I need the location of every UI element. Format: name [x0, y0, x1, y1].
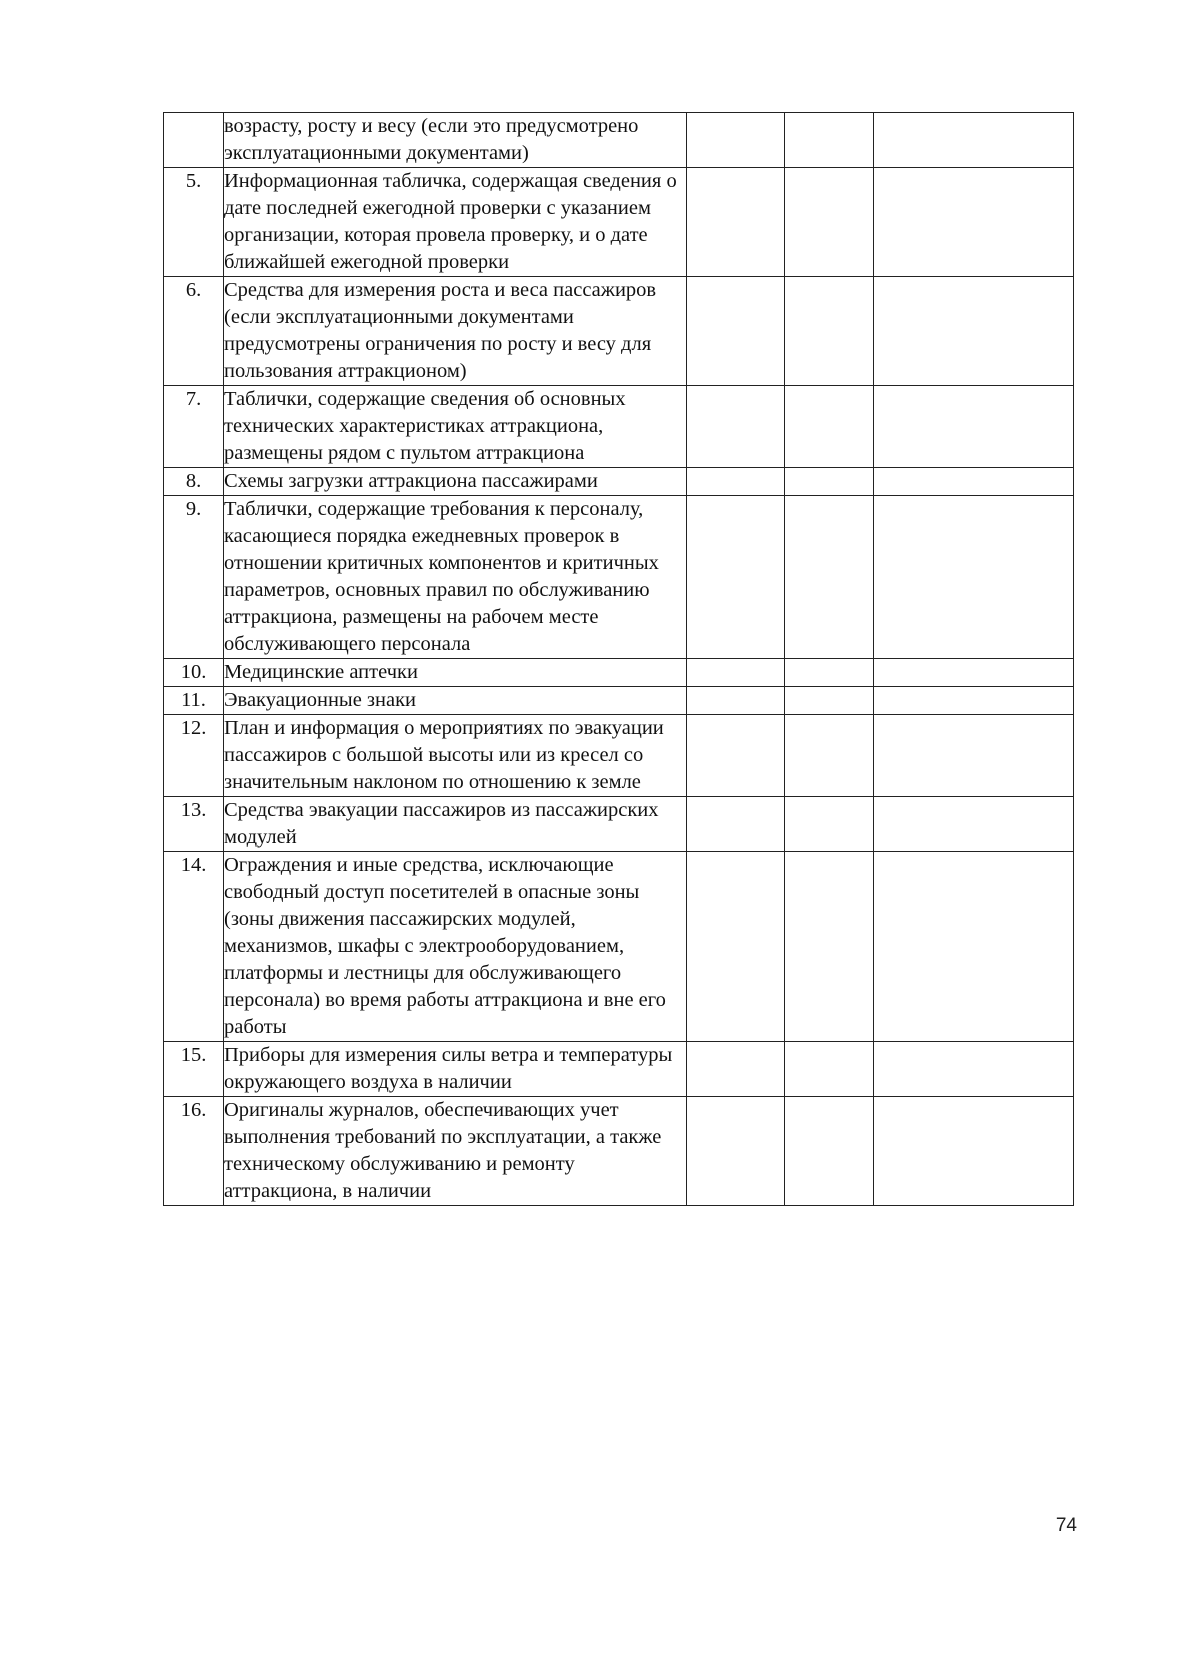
row-number [164, 113, 224, 168]
row-requirement: Медицинские аптечки [224, 659, 687, 687]
empty-cell [687, 1097, 785, 1206]
empty-cell [785, 659, 874, 687]
empty-cell [874, 687, 1074, 715]
empty-cell [785, 797, 874, 852]
table-row [164, 468, 1074, 496]
empty-cell [874, 715, 1074, 797]
row-requirement: Эвакуационные знаки [224, 687, 687, 715]
table-row [164, 496, 1074, 659]
row-requirement: Ограждения и иные средства, исключающие свободный доступ посетителей в опасные зоны (зоны движения пассажирских модулей, механизмов, шкафы с электрооборудованием, платформы и лестницы для обслуживающего персонала) во время работы аттракциона и вне его работы [224, 852, 687, 1042]
empty-cell [874, 168, 1074, 277]
row-requirement: возрасту, росту и весу (если это предусмотрено эксплуатационными документами) [224, 113, 687, 168]
row-requirement: Оригиналы журналов, обеспечивающих учет выполнения требований по эксплуатации, а также техническому обслуживанию и ремонту аттракциона, в наличии [224, 1097, 687, 1206]
empty-cell [785, 496, 874, 659]
empty-cell [874, 386, 1074, 468]
row-number: 12. [164, 715, 224, 797]
row-number: 15. [164, 1042, 224, 1097]
empty-cell [687, 277, 785, 386]
row-number: 10. [164, 659, 224, 687]
empty-cell [687, 659, 785, 687]
row-number: 16. [164, 1097, 224, 1206]
table-row [164, 687, 1074, 715]
empty-cell [874, 1097, 1074, 1206]
row-requirement: Средства эвакуации пассажиров из пассажирских модулей [224, 797, 687, 852]
row-number: 9. [164, 496, 224, 659]
table-row [164, 113, 1074, 168]
empty-cell [687, 468, 785, 496]
table-row [164, 715, 1074, 797]
table-row [164, 797, 1074, 852]
empty-cell [687, 852, 785, 1042]
row-number: 7. [164, 386, 224, 468]
empty-cell [687, 168, 785, 277]
empty-cell [874, 659, 1074, 687]
table-row [164, 1097, 1074, 1206]
empty-cell [874, 852, 1074, 1042]
row-number: 5. [164, 168, 224, 277]
row-requirement: Приборы для измерения силы ветра и температуры окружающего воздуха в наличии [224, 1042, 687, 1097]
empty-cell [687, 797, 785, 852]
empty-cell [687, 496, 785, 659]
empty-cell [785, 386, 874, 468]
empty-cell [785, 168, 874, 277]
row-number: 11. [164, 687, 224, 715]
table-row [164, 852, 1074, 1042]
empty-cell [874, 1042, 1074, 1097]
row-requirement: Средства для измерения роста и веса пассажиров (если эксплуатационными документами предусмотрены ограничения по росту и весу для пользования аттракционом) [224, 277, 687, 386]
empty-cell [785, 1097, 874, 1206]
page-number: 74 [1055, 1515, 1077, 1536]
table-row [164, 168, 1074, 277]
empty-cell [785, 687, 874, 715]
empty-cell [687, 687, 785, 715]
empty-cell [874, 496, 1074, 659]
table-row [164, 386, 1074, 468]
row-requirement: Таблички, содержащие сведения об основных технических характеристиках аттракциона, размещены рядом с пультом аттракциона [224, 386, 687, 468]
empty-cell [874, 277, 1074, 386]
empty-cell [785, 113, 874, 168]
row-requirement: Таблички, содержащие требования к персоналу, касающиеся порядка ежедневных проверок в отношении критичных компонентов и критичных параметров, основных правил по обслуживанию аттракциона, размещены на рабочем месте обслуживающего персонала [224, 496, 687, 659]
inspection-checklist-table [163, 112, 1074, 1206]
empty-cell [874, 468, 1074, 496]
empty-cell [785, 468, 874, 496]
row-number: 14. [164, 852, 224, 1042]
empty-cell [874, 797, 1074, 852]
empty-cell [785, 715, 874, 797]
empty-cell [687, 386, 785, 468]
row-number: 13. [164, 797, 224, 852]
table-row [164, 277, 1074, 386]
empty-cell [874, 113, 1074, 168]
empty-cell [785, 852, 874, 1042]
row-requirement: План и информация о мероприятиях по эвакуации пассажиров с большой высоты или из кресел со значительным наклоном по отношению к земле [224, 715, 687, 797]
empty-cell [785, 1042, 874, 1097]
empty-cell [687, 715, 785, 797]
row-requirement: Схемы загрузки аттракциона пассажирами [224, 468, 687, 496]
row-number: 6. [164, 277, 224, 386]
empty-cell [785, 277, 874, 386]
row-requirement: Информационная табличка, содержащая сведения о дате последней ежегодной проверки с указанием организации, которая провела проверку, и о дате ближайшей ежегодной проверки [224, 168, 687, 277]
empty-cell [687, 1042, 785, 1097]
row-number: 8. [164, 468, 224, 496]
table-row [164, 659, 1074, 687]
table-row [164, 1042, 1074, 1097]
empty-cell [687, 113, 785, 168]
